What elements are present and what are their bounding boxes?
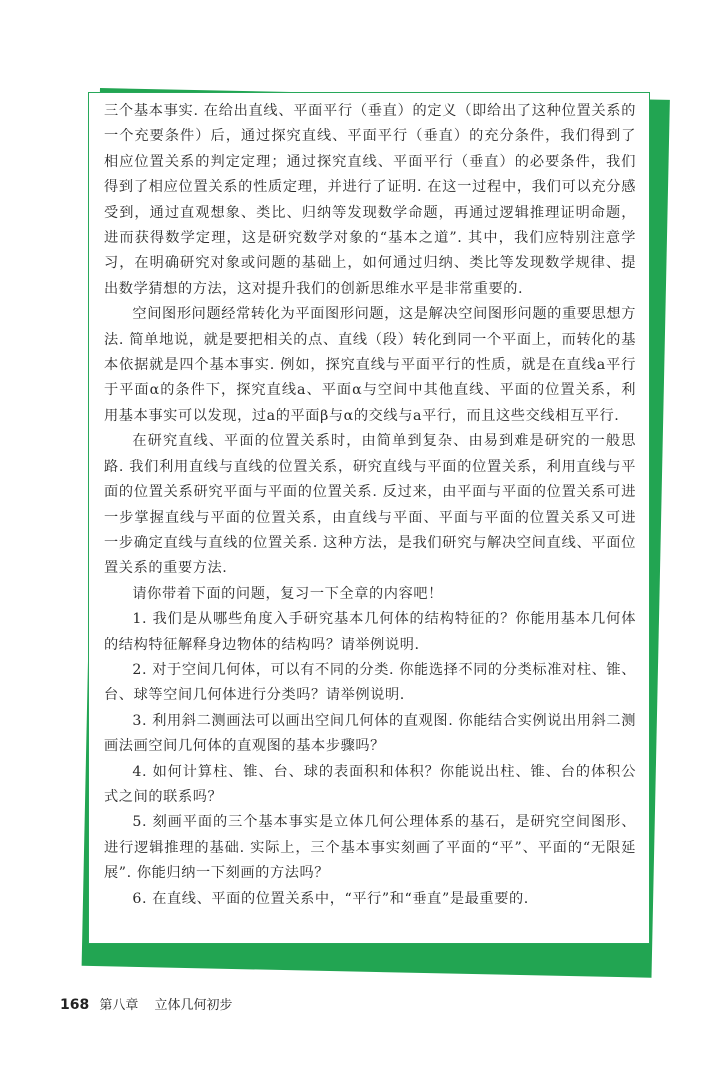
- question-6: 6. 在直线、平面的位置关系中，“平行”和“垂直”是最重要的.: [132, 890, 529, 907]
- page-footer: [60, 994, 233, 1013]
- page-number: 168: [60, 997, 90, 1013]
- paragraph-1: 三个基本事实. 在给出直线、平面平行（垂直）的定义（即给出了这种位置关系的一个充要条件）后，通过探究直线、平面平行（垂直）的充分条件，我们得到了相应位置关系的判定定理；通过探究直线、平面平行（垂直）的必要条件，我们得到了相应位置关系的性质定理，并进行了证明. 在这一过程中，我们可以充分感受到，通过直观想象、类比、归纳等发现数学命题，再通过逻辑推理证明命题，进而获得数学定理，这是研究数学对象的“基本之道”. 其中，我们应特别注意学习，在明确研究对象或问题的基础上，如何通过归纳、类比等发现数学规律、提出数学猜想的方法，这对提升我们的创新思维水平是非常重要的.: [104, 103, 636, 297]
- paragraph-3: 在研究直线、平面的位置关系时，由简单到复杂、由易到难是研究的一般思路. 我们利用直线与直线的位置关系，研究直线与平面的位置关系，利用直线与平面的位置关系研究平面与平面的位置关系. 反过来，由平面与平面的位置关系可进一步掌握直线与平面的位置关系，由直线与平面、平面与平面的位置关系又可进一步确定直线与直线的位置关系. 这种方法，是我们研究与解决空间直线、平面位置关系的重要方法.: [104, 433, 636, 577]
- chapter-label: 第八章: [99, 998, 139, 1013]
- chapter-title: 立体几何初步: [154, 998, 233, 1013]
- question-4: 4. 如何计算柱、锥、台、球的表面积和体积？你能说出柱、锥、台的体积公式之间的联系吗？: [104, 763, 636, 805]
- question-3: 3. 利用斜二测画法可以画出空间几何体的直观图. 你能结合实例说出用斜二测画法画空间几何体的直观图的基本步骤吗？: [104, 712, 636, 755]
- question-2: 2. 对于空间几何体，可以有不同的分类. 你能选择不同的分类标准对柱、锥、台、球等空间几何体进行分类吗？请举例说明.: [104, 661, 636, 704]
- question-5: 5. 刻画平面的三个基本事实是立体几何公理体系的基石，是研究空间图形、进行逻辑推理的基础. 实际上，三个基本事实刻画了平面的“平”、平面的“无限延展”. 你能归纳一下刻画的方法吗？: [104, 814, 636, 882]
- paragraph-2: 空间图形问题经常转化为平面图形问题，这是解决空间图形问题的重要思想方法. 简单地说，就是要把相关的点、直线（段）转化到同一个平面上，而转化的基本依据就是四个基本事实. 例如，探究直线与平面平行的性质，就是在直线a平行于平面α的条件下，探究直线a、平面α与空间中其他直线、平面的位置关系，利用基本事实可以发现，过a的平面β与α的交线与a平行，而且这些交线相互平行.: [104, 306, 636, 424]
- page-body: [104, 99, 636, 912]
- review-prompt: 请你带着下面的问题，复习一下全章的内容吧！: [132, 585, 443, 602]
- question-1: 1. 我们是从哪些角度入手研究基本几何体的结构特征的？你能用基本几何体的结构特征解释身边物体的结构吗？请举例说明.: [104, 611, 636, 653]
